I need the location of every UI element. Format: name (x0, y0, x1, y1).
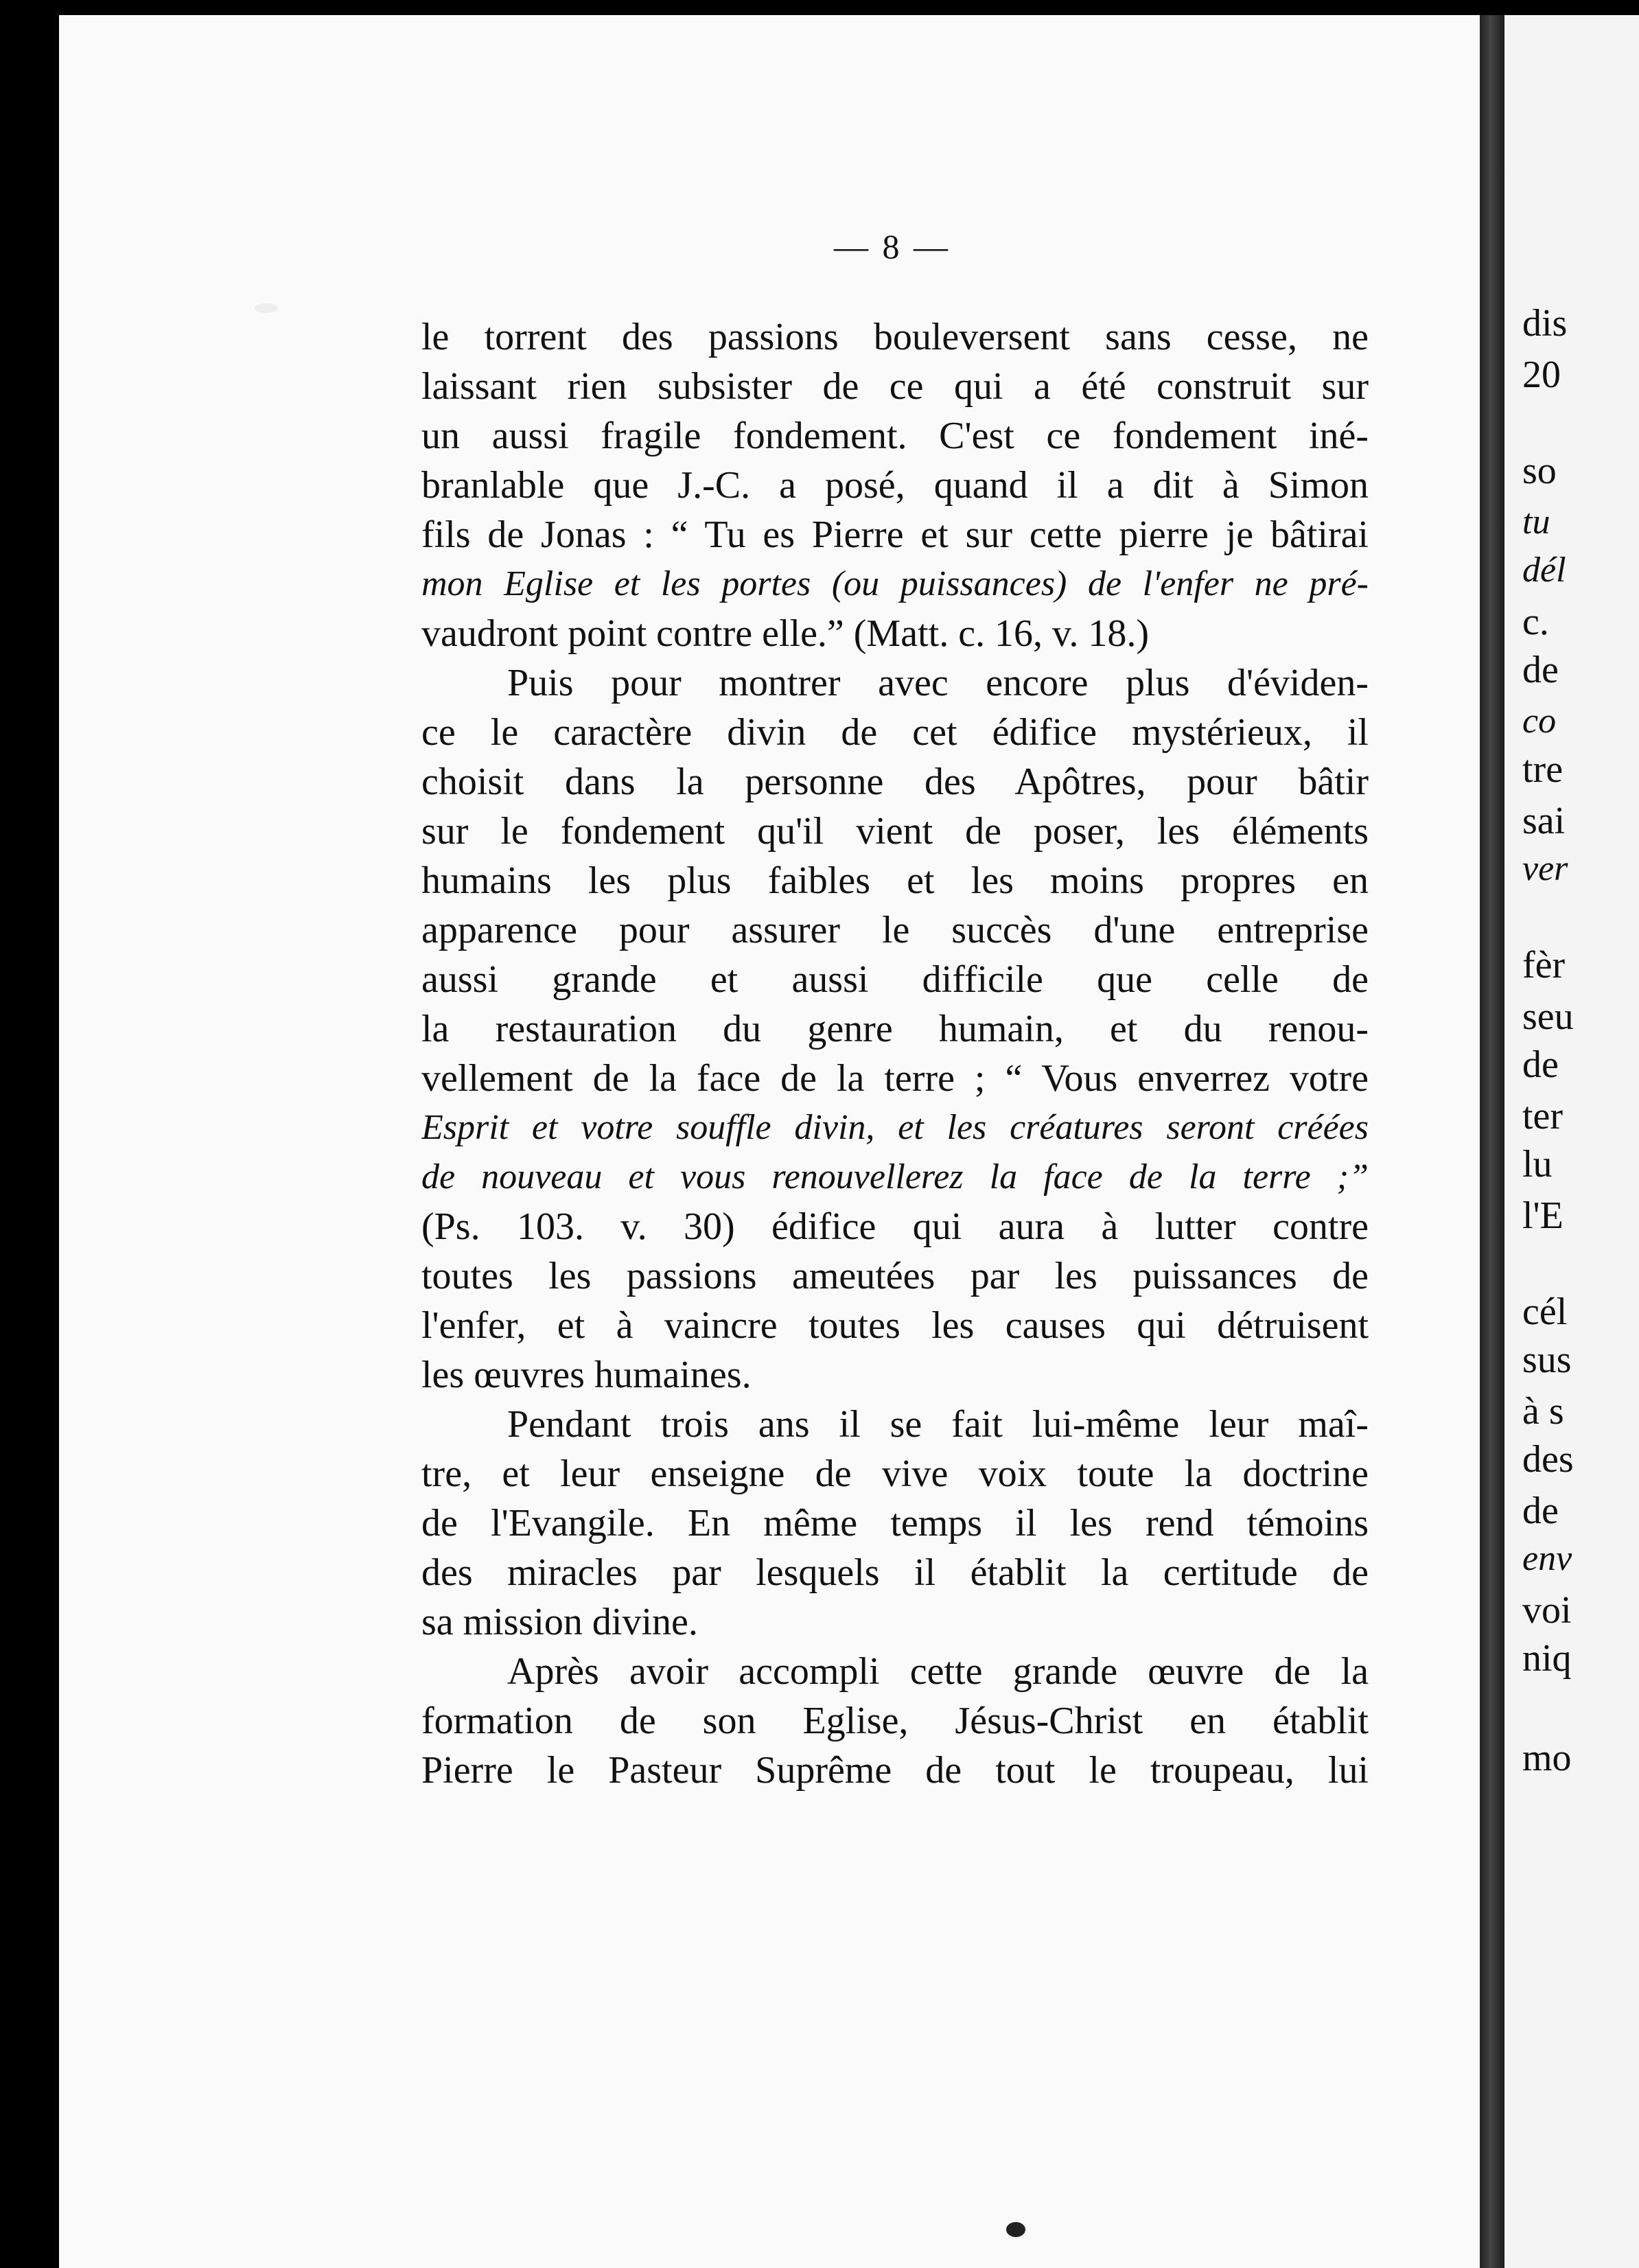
text-line: l'enfer, et à vaincre toutes les causes qui détruisent (421, 1304, 1369, 1347)
page-number: — 8 — (834, 227, 951, 266)
text-line: ce le caractère divin de cet édifice mystérieux, il (421, 711, 1369, 754)
text-line: mon Eglise et les portes (ou puissances) de l'enfer ne pré- (421, 564, 1369, 603)
adjacent-page-fragment: ver (1522, 849, 1568, 888)
adjacent-page-fragment: dis (1522, 302, 1568, 345)
text-line: tre, et leur enseigne de vive voix toute la doctrine (421, 1453, 1369, 1495)
adjacent-page-fragment: de (1522, 649, 1559, 691)
adjacent-page-fragment: env (1522, 1539, 1572, 1578)
text-line: sur le fondement qu'il vient de poser, les éléments (421, 810, 1369, 853)
text-line: Après avoir accompli cette grande œuvre de la (507, 1650, 1369, 1693)
text-line: vaudront point contre elle.” (Matt. c. 16, v. 18.) (421, 612, 1150, 655)
text-line: toutes les passions ameutées par les puissances de (421, 1255, 1369, 1297)
text-line: formation de son Eglise, Jésus-Christ en établit (421, 1700, 1369, 1742)
text-line: les œuvres humaines. (421, 1354, 752, 1396)
text-line: Pierre le Pasteur Suprême de tout le troupeau, lui (421, 1749, 1369, 1792)
adjacent-page-fragment: 20 (1522, 354, 1561, 396)
adjacent-page-fragment: tu (1522, 502, 1550, 542)
adjacent-page-fragment: tre (1522, 748, 1564, 791)
text-line: vellement de la face de la terre ; “ Vous enverrez votre (421, 1057, 1369, 1100)
text-line: sa mission divine. (421, 1601, 698, 1643)
text-line: Esprit et votre souffle divin, et les créatures seront créées (421, 1108, 1369, 1147)
adjacent-page-fragment: l'E (1522, 1194, 1564, 1237)
adjacent-page-fragment: niq (1522, 1637, 1572, 1680)
adjacent-page-fragment: à s (1522, 1390, 1564, 1433)
scan-border-left (0, 0, 55, 2268)
text-line: branlable que J.-C. a posé, quand il a dit à Simon (421, 464, 1369, 507)
adjacent-page-fragment: seu (1522, 995, 1574, 1038)
text-line: choisit dans la personne des Apôtres, pour bâtir (421, 761, 1369, 803)
text-line: des miracles par lesquels il établit la certitude de (421, 1551, 1369, 1594)
adjacent-page-fragment: dél (1522, 551, 1566, 590)
text-line: fils de Jonas : “ Tu es Pierre et sur cette pierre je bâtirai (421, 513, 1369, 556)
text-line: de l'Evangile. En même temps il les rend témoins (421, 1502, 1369, 1544)
main-text-block (421, 312, 1369, 1795)
text-line: aussi grande et aussi difficile que celle de (421, 958, 1369, 1001)
adjacent-page-fragment: sus (1522, 1339, 1572, 1381)
adjacent-page-fragment: mo (1522, 1737, 1572, 1779)
text-line: Puis pour montrer avec encore plus d'éviden- (507, 662, 1369, 704)
adjacent-page-fragment: des (1522, 1438, 1574, 1481)
scan-speck (1006, 2222, 1025, 2237)
adjacent-page-fragment: co (1522, 702, 1557, 741)
adjacent-page-fragment: fèr (1522, 944, 1566, 986)
text-line: (Ps. 103. v. 30) édifice qui aura à lutter contre (421, 1205, 1369, 1248)
book-gutter (1480, 15, 1504, 2268)
adjacent-page-fragment: ter (1522, 1095, 1564, 1137)
scan-speck (255, 303, 278, 313)
text-line: Pendant trois ans il se fait lui-même leur maî- (507, 1403, 1369, 1446)
adjacent-page-fragment: de (1522, 1490, 1559, 1532)
adjacent-page-fragment: voi (1522, 1589, 1572, 1632)
text-line: un aussi fragile fondement. C'est ce fondement iné- (421, 415, 1369, 457)
adjacent-page-fragment: sai (1522, 800, 1566, 842)
adjacent-page-fragment: lu (1522, 1143, 1553, 1185)
text-line: la restauration du genre humain, et du renou- (421, 1008, 1369, 1050)
text-line: laissant rien subsister de ce qui a été construit sur (421, 365, 1369, 408)
text-line: de nouveau et vous renouvellerez la face de la terre ;” (421, 1157, 1369, 1196)
text-line: apparence pour assurer le succès d'une entreprise (421, 909, 1369, 951)
text-line: le torrent des passions bouleversent sans cesse, ne (421, 316, 1369, 358)
text-line: humains les plus faibles et les moins propres en (421, 859, 1369, 902)
adjacent-page-fragment: cél (1522, 1291, 1568, 1333)
adjacent-page (1504, 15, 1639, 2268)
adjacent-page-fragment: c. (1522, 601, 1549, 643)
adjacent-page-fragment: so (1522, 450, 1557, 492)
adjacent-page-fragment: de (1522, 1043, 1559, 1086)
